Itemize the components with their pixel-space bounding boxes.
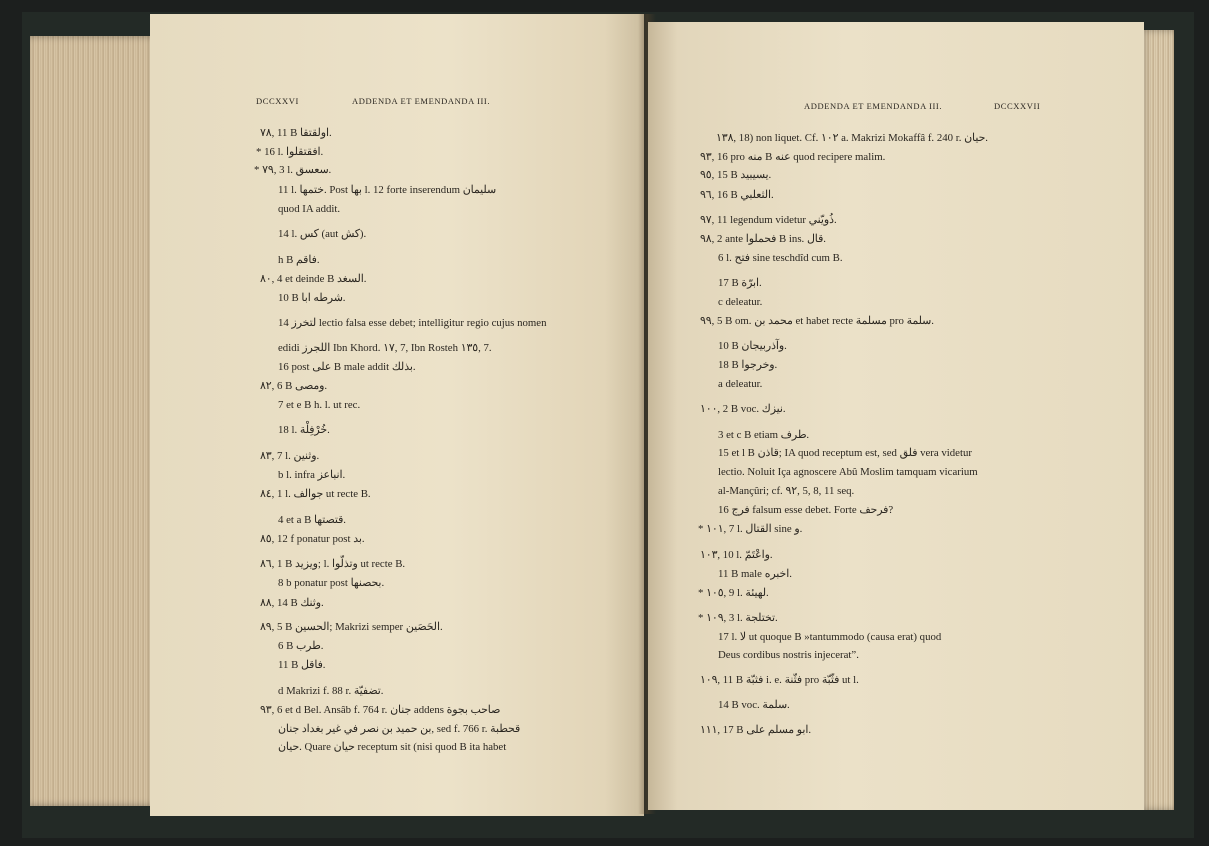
right-line: al-Mançûri; cf. ٩٢, 5, 8, 11 seq. xyxy=(718,485,855,497)
right-line: ١٠٩, 11 B فثبّة i. e. فثّنة pro فثّبّة ut l. xyxy=(700,674,859,686)
right-line: ١١١, 17 B ابو مسلم على. xyxy=(700,724,812,736)
left-line: d Makrizi f. 88 r. تضفيّة. xyxy=(278,685,384,697)
right-running-title: ADDENDA ET EMENDANDA III. xyxy=(804,101,943,111)
left-line: 11 l. ختمها. Post بها l. 12 forte inserendum سليمان xyxy=(278,184,497,196)
left-line: ٨٩, 5 B الحسين; Makrizi semper الحَصَين. xyxy=(260,621,443,633)
right-line: Deus cordibus nostris injecerat”. xyxy=(718,649,859,661)
right-line: 3 et c B etiam طرف. xyxy=(718,429,810,441)
left-line: ٨٨, 14 B وثنك. xyxy=(260,597,324,609)
right-line: 18 B وخرجوا. xyxy=(718,359,778,371)
left-line: 11 B فاقل. xyxy=(278,659,326,671)
right-line: a deleatur. xyxy=(718,378,763,390)
left-page xyxy=(150,14,644,816)
left-line: * 16 l. افقتقلوا. xyxy=(256,146,324,158)
left-line: ٨٥, 12 f ponatur post بد. xyxy=(260,533,365,545)
left-line: ٨٣, 7 l. وثنين. xyxy=(260,450,320,462)
right-line: lectio. Noluit Iça agnoscere Abû Moslim tamquam vicarium xyxy=(718,466,978,478)
left-line: 6 B طرب. xyxy=(278,640,324,652)
right-line: 11 B male اخبره. xyxy=(718,568,792,580)
left-line: 8 b ponatur post بحصنها. xyxy=(278,577,385,589)
right-page-edges xyxy=(1140,30,1174,810)
left-line: 7 et e B h. l. ut rec. xyxy=(278,399,361,411)
left-folio: DCCXXVI xyxy=(256,96,299,106)
right-line: ٩٩, 5 B om. محمد بن et habet recte مسلمة pro سلمة. xyxy=(700,315,934,327)
right-line: 10 B وآذربيجان. xyxy=(718,340,787,352)
left-line: * ٧٩, 3 l. سعسق. xyxy=(254,164,332,176)
right-line: ١٣٨, 18) non liquet. Cf. ١٠٢ a. Makrizi Mokaffâ f. 240 r. حيان. xyxy=(716,132,988,144)
right-line: ٩٧, 11 legendum videtur ذُويّني. xyxy=(700,214,837,226)
left-line: edidi اللجرز Ibn Khord. ١٧, 7, Ibn Rosteh ١٣٥, 7. xyxy=(278,342,492,354)
right-line: ٩٥, 15 B يسيبيد. xyxy=(700,169,772,181)
left-line: حيان. Quare حيان receptum sit (nisi quod B ita habet xyxy=(278,741,507,753)
left-line: 4 et a B قتصتها. xyxy=(278,514,346,526)
left-line: 18 l. خُرْفِلْة. xyxy=(278,424,330,436)
right-line: 6 l. فتح sine teschdîd cum B. xyxy=(718,252,843,264)
right-line: 15 et l B قاذن; IA quod receptum est, sed فلق vera videtur xyxy=(718,447,972,459)
left-page-edges xyxy=(30,36,158,806)
left-line: ٩٣, 6 et d Bel. Ansâb f. 764 r. جنان addens صاحب بجوة xyxy=(260,704,501,716)
right-line: * ١٠٥, 9 l. لهيئة. xyxy=(698,587,769,599)
right-line: ٩٣, 16 pro منه B عنه quod recipere malim. xyxy=(700,151,886,163)
right-entries xyxy=(648,22,1144,810)
left-line: بن حميد بن نصر في غير بغداد جنان, sed f. 766 r. قحطبة xyxy=(278,723,521,735)
right-line: ١٠٠, 2 B voc. نيزك. xyxy=(700,403,786,415)
right-line: 16 فرج falsum esse debet. Forte فرحف? xyxy=(718,504,894,516)
left-entries xyxy=(150,14,644,816)
right-line: ٩٦, 16 B الثعلبي. xyxy=(700,189,774,201)
right-line: 17 B ابرّة. xyxy=(718,277,762,289)
left-line: ٨٠, 4 et deinde B السغد. xyxy=(260,273,367,285)
right-line: 14 B voc. سلمة. xyxy=(718,699,790,711)
left-line: ٨٢, 6 B ومصى. xyxy=(260,380,328,392)
left-line: h B فاقم. xyxy=(278,254,320,266)
right-line: ٩٨, 2 ante فحملوا B ins. قال. xyxy=(700,233,826,245)
left-line: ٧٨, 11 B اولقتقا. xyxy=(260,127,332,139)
right-folio: DCCXXVII xyxy=(994,101,1041,111)
left-line: b l. infra انباعز. xyxy=(278,469,346,481)
left-line: 14 لتخرز lectio falsa esse debet; intelligitur regio cujus nomen xyxy=(278,317,547,329)
right-line: c deleatur. xyxy=(718,296,763,308)
right-line: * ١٠١, 7 l. القتال sine و. xyxy=(698,523,803,535)
left-line: ٨٤, 1 l. جوالف ut recte B. xyxy=(260,488,371,500)
left-running-title: ADDENDA ET EMENDANDA III. xyxy=(352,96,491,106)
left-line: quod IA addit. xyxy=(278,203,341,215)
left-line: 14 l. كس (aut كش). xyxy=(278,228,367,240)
right-line: ١٠٣, 10 l. واعْتَمّ. xyxy=(700,549,773,561)
left-line: ٨٦, 1 B ويزيد; l. وتذلّوا ut recte B. xyxy=(260,558,406,570)
left-line: 10 B شرطه ابا. xyxy=(278,292,346,304)
right-page xyxy=(648,22,1144,810)
right-line: * ١٠٩, 3 l. تختلجة. xyxy=(698,612,778,624)
left-line: 16 post على B male addit بذلك. xyxy=(278,361,416,373)
right-line: 17 l. لا ut quoque B »tantummodo (causa erat) quod xyxy=(718,631,942,643)
